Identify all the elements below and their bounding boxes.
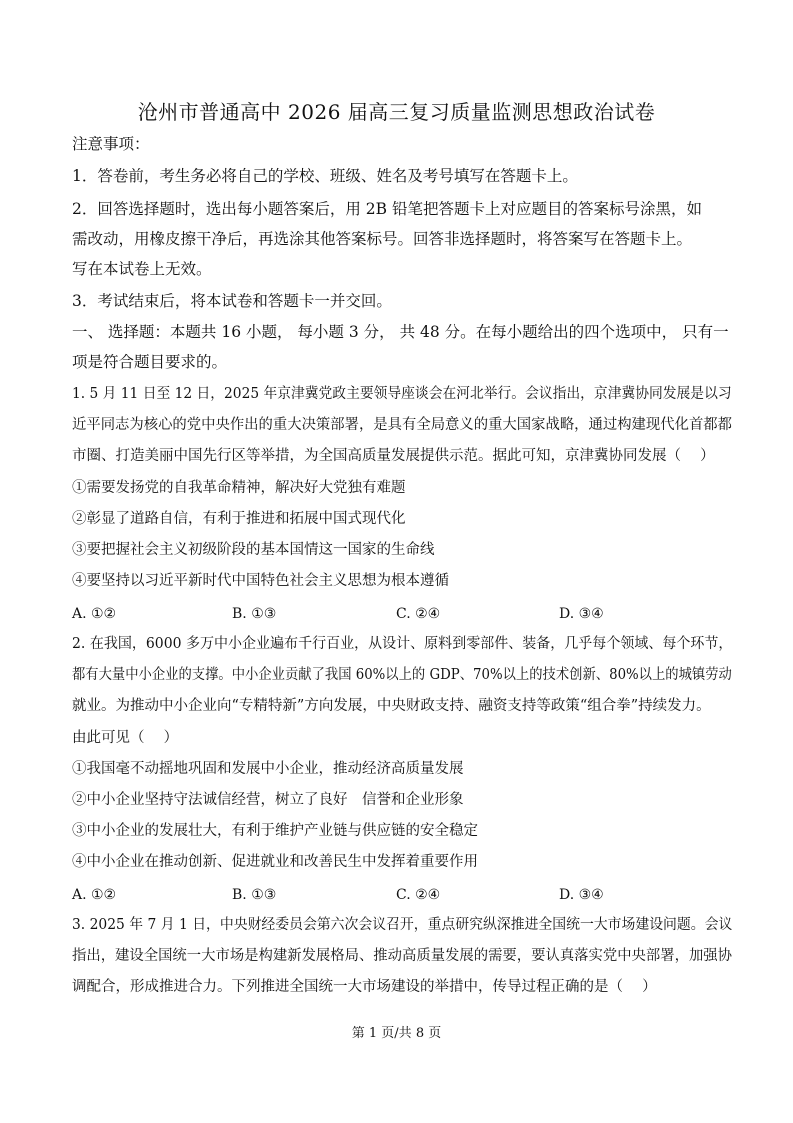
notice-item-3: 3．考试结束后，将本试卷和答题卡一并交回。 bbox=[72, 292, 392, 310]
section-1-heading-line-2: 项是符合题目要求的。 bbox=[72, 353, 228, 371]
q2-statement-4: ④中小企业在推动创新、促进就业和改善民生中发挥着重要作用 bbox=[72, 854, 478, 870]
notice-item-2-line-2: 需改动，用橡皮擦干净后，再选涂其他答案标号。回答非选择题时，将答案写在答题卡上。 bbox=[72, 230, 693, 248]
q1-statement-2: ②彰显了道路自信，有利于推进和拓展中国式现代化 bbox=[72, 511, 406, 527]
q1-option-a[interactable]: A. ①② bbox=[72, 606, 117, 622]
q1-stem-line-3: 市圈、打造美丽中国先行区等举措，为全国高质量发展提供示范。据此可知，京津冀协同发展（ ） bbox=[72, 448, 715, 464]
q2-option-a[interactable]: A. ①② bbox=[72, 887, 117, 903]
q2-statement-2: ②中小企业坚持守法诚信经营，树立了良好 信誉和企业形象 bbox=[72, 792, 464, 808]
q2-option-c[interactable]: C. ②④ bbox=[396, 887, 441, 903]
q2-stem-line-2: 都有大量中小企业的支撑。中小企业贡献了我国 60%以上的 GDP、70%以上的技术创新、80%以上的城镇劳动 bbox=[72, 667, 732, 683]
q2-statement-3: ③中小企业的发展壮大，有利于维护产业链与供应链的安全稳定 bbox=[72, 823, 478, 839]
q2-option-b[interactable]: B. ①③ bbox=[232, 887, 277, 903]
notice-item-2-line-3: 写在本试卷上无效。 bbox=[72, 260, 212, 278]
notice-heading: 注意事项： bbox=[72, 135, 150, 153]
q1-option-c[interactable]: C. ②④ bbox=[396, 606, 441, 622]
q1-option-d[interactable]: D. ③④ bbox=[559, 606, 604, 622]
q1-statement-3: ③要把握社会主义初级阶段的基本国情这一国家的生命线 bbox=[72, 542, 435, 558]
q2-stem-line-4: 由此可见（ ） bbox=[72, 730, 179, 746]
q1-option-b[interactable]: B. ①③ bbox=[232, 606, 277, 622]
q3-stem-line-2: 指出，建设全国统一大市场是构建新发展格局、推动高质量发展的需要，要认真落实党中央部署，加强协 bbox=[72, 948, 732, 964]
exam-title: 沧州市普通高中 2026 届高三复习质量监测思想政治试卷 bbox=[137, 100, 656, 124]
q2-options bbox=[72, 885, 732, 905]
q2-option-d[interactable]: D. ③④ bbox=[559, 887, 604, 903]
notice-item-2-line-1: 2．回答选择题时，选出每小题答案后，用 2B 铅笔把答题卡上对应题目的答案标号涂黑，如 bbox=[72, 200, 702, 218]
q3-stem-line-3: 调配合，形成推进合力。下列推进全国统一大市场建设的举措中，传导过程正确的是（ ） bbox=[72, 979, 657, 995]
section-1-heading-line-1: 一、 选择题：本题共 16 小题， 每小题 3 分， 共 48 分。在每小题给出的四个选项中， 只有一 bbox=[72, 323, 729, 341]
notice-item-1: 1．答卷前，考生务必将自己的学校、班级、姓名及考号填写在答题卡上。 bbox=[72, 167, 578, 185]
q2-statement-1: ①我国毫不动摇地巩固和发展中小企业，推动经济高质量发展 bbox=[72, 761, 464, 777]
q1-stem-line-2: 近平同志为核心的党中央作出的重大决策部署，是具有全局意义的重大国家战略，通过构建现代化首都都 bbox=[72, 417, 732, 433]
q1-statement-1: ①需要发扬党的自我革命精神，解决好大党独有难题 bbox=[72, 480, 406, 496]
q3-stem-line-1: 3. 2025 年 7 月 1 日，中央财经委员会第六次会议召开，重点研究纵深推进全国统一大市场建设问题。会议 bbox=[72, 917, 733, 933]
q1-stem-line-1: 1. 5 月 11 日至 12 日，2025 年京津冀党政主要领导座谈会在河北举行。会议指出，京津冀协同发展是以习 bbox=[72, 386, 732, 402]
q1-options bbox=[72, 604, 732, 624]
page-footer: 第 1 页/共 8 页 bbox=[351, 1026, 442, 1041]
q2-stem-line-3: 就业。为推动中小企业向“专精特新”方向发展，中央财政支持、融资支持等政策“组合拳”持续发力。 bbox=[72, 698, 711, 714]
q2-stem-line-1: 2. 在我国，6000 多万中小企业遍布千行百业，从设计、原料到零部件、装备，几乎每个领域、每个环节， bbox=[72, 636, 733, 652]
q1-statement-4: ④要坚持以习近平新时代中国特色社会主义思想为根本遵循 bbox=[72, 573, 449, 589]
